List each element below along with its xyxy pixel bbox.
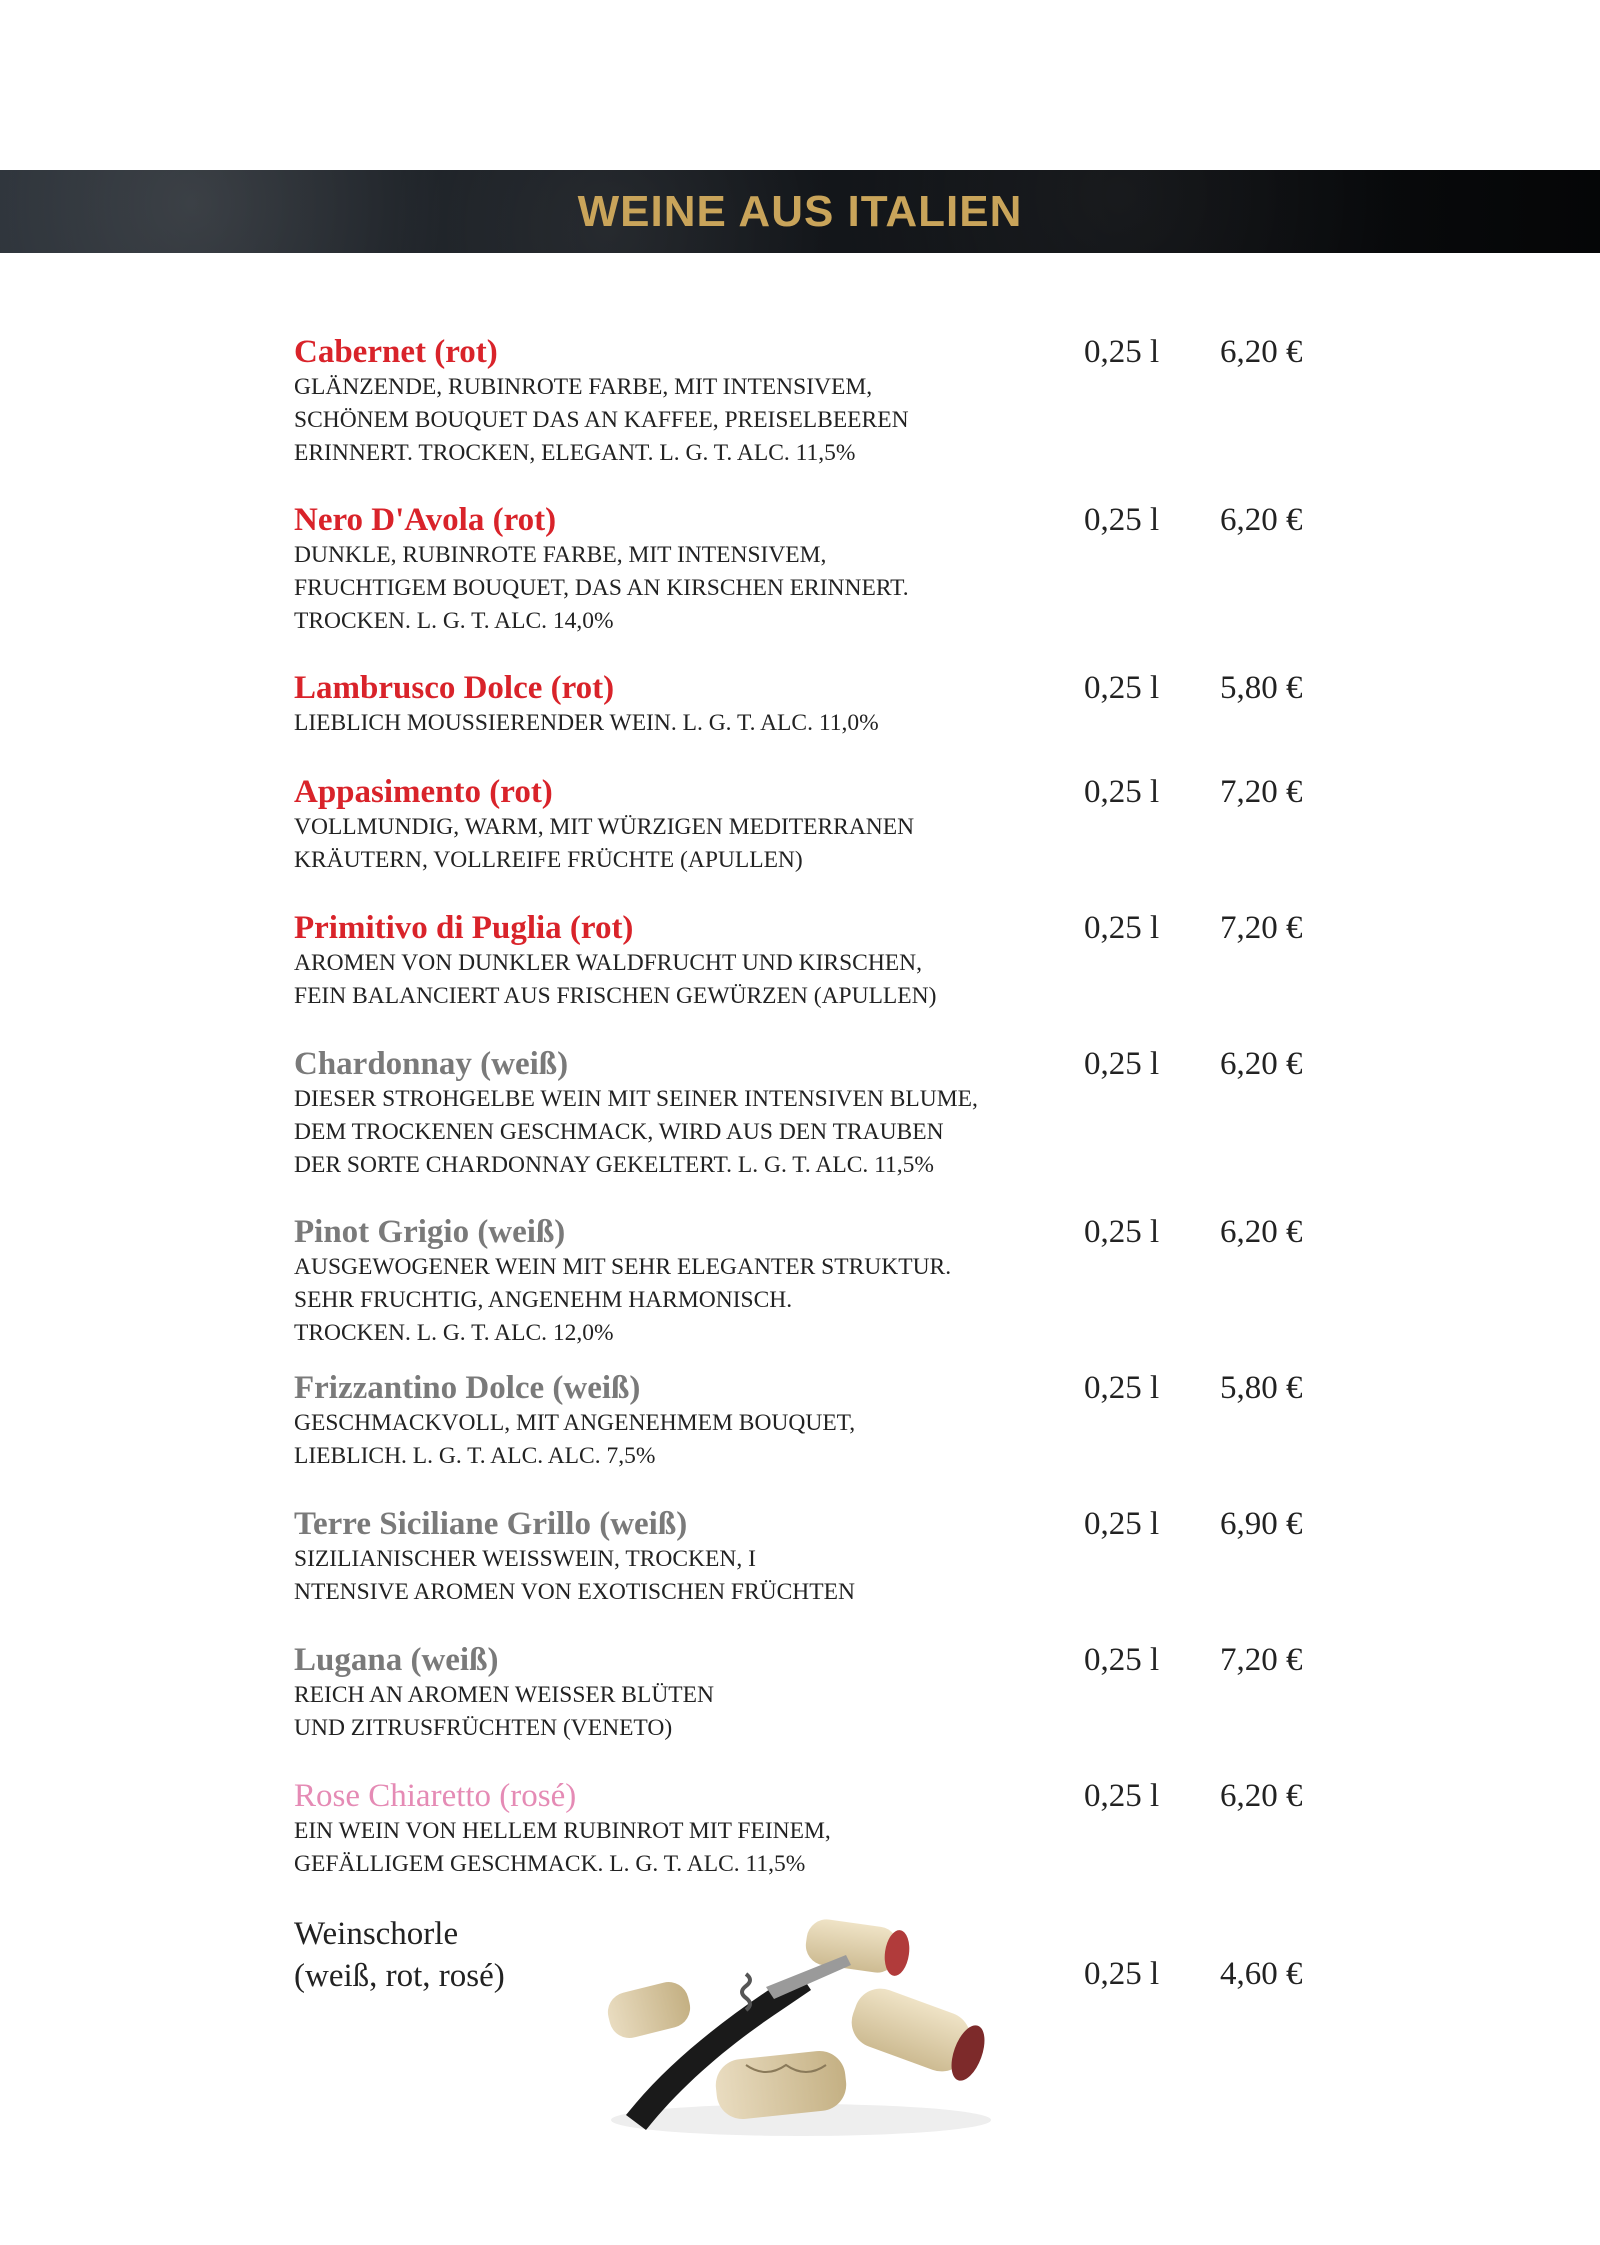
wine-description-line: AUSGEWOGENER WEIN MIT SEHR ELEGANTER STRUKTUR. xyxy=(294,1254,952,1280)
wine-description-line: ERINNERT. TROCKEN, ELEGANT. L. G. T. ALC. 11,5% xyxy=(294,440,856,466)
wine-name: Weinschorle xyxy=(294,1916,459,1952)
wine-volume: 0,25 l xyxy=(1084,1506,1160,1542)
wine-description-line: TROCKEN. L. G. T. ALC. 14,0% xyxy=(294,608,614,634)
wine-description-line: DER SORTE CHARDONNAY GEKELTERT. L. G. T. ALC. 11,5% xyxy=(294,1152,934,1178)
wine-description-line: GESCHMACKVOLL, MIT ANGENEHMEM BOUQUET, xyxy=(294,1410,856,1436)
wine-item-frizzantino xyxy=(294,1369,1334,1473)
wine-description-line: LIEBLICH. L. G. T. ALC. ALC. 7,5% xyxy=(294,1443,656,1469)
section-title: WEINE AUS ITALIEN xyxy=(577,186,1023,236)
wine-item-rose-chiaretto xyxy=(294,1777,1334,1881)
wine-name: Primitivo di Puglia (rot) xyxy=(294,910,634,946)
wine-description-line: SCHÖNEM BOUQUET DAS AN KAFFEE, PREISELBEEREN xyxy=(294,407,909,433)
wine-volume: 0,25 l xyxy=(1084,1214,1160,1250)
wine-volume: 0,25 l xyxy=(1084,774,1160,810)
wine-name: Terre Siciliane Grillo (weiß) xyxy=(294,1506,688,1542)
wine-volume: 0,25 l xyxy=(1084,1778,1160,1814)
wine-name: Rose Chiaretto (rosé) xyxy=(294,1778,577,1814)
wine-volume: 0,25 l xyxy=(1084,1956,1160,1992)
wine-description-line: UND ZITRUSFRÜCHTEN (VENETO) xyxy=(294,1715,673,1741)
wine-description-line: SEHR FRUCHTIG, ANGENEHM HARMONISCH. xyxy=(294,1287,793,1313)
wine-description-line: REICH AN AROMEN WEISSER BLÜTEN xyxy=(294,1682,714,1708)
wine-volume: 0,25 l xyxy=(1084,502,1160,538)
wine-item-appasimento xyxy=(294,773,1334,877)
corkscrew-corks-illustration xyxy=(596,1915,1006,2145)
wine-item-nero-davola xyxy=(294,501,1334,638)
wine-name: Nero D'Avola (rot) xyxy=(294,502,557,538)
wine-item-chardonnay xyxy=(294,1045,1334,1182)
wine-description-line: KRÄUTERN, VOLLREIFE FRÜCHTE (APULLEN) xyxy=(294,847,803,873)
wine-price: 4,60 € xyxy=(1220,1956,1303,1992)
wine-price: 7,20 € xyxy=(1220,1642,1303,1678)
wine-name: Lambrusco Dolce (rot) xyxy=(294,670,615,706)
wine-name: Chardonnay (weiß) xyxy=(294,1046,569,1082)
wine-description-line: DEM TROCKENEN GESCHMACK, WIRD AUS DEN TRAUBEN xyxy=(294,1119,944,1145)
wine-price: 7,20 € xyxy=(1220,774,1303,810)
wine-description-line: GLÄNZENDE, RUBINROTE FARBE, MIT INTENSIVEM, xyxy=(294,374,873,400)
wine-item-grillo xyxy=(294,1505,1334,1609)
wine-name-subtitle: (weiß, rot, rosé) xyxy=(294,1958,505,1994)
wine-name: Pinot Grigio (weiß) xyxy=(294,1214,566,1250)
wine-price: 6,90 € xyxy=(1220,1506,1303,1542)
wine-item-lambrusco xyxy=(294,669,1334,740)
wine-price: 5,80 € xyxy=(1220,1370,1303,1406)
wine-description-line: AROMEN VON DUNKLER WALDFRUCHT UND KIRSCHEN, xyxy=(294,950,923,976)
wine-item-pinot-grigio xyxy=(294,1213,1334,1350)
wine-volume: 0,25 l xyxy=(1084,910,1160,946)
wine-price: 6,20 € xyxy=(1220,1046,1303,1082)
wine-volume: 0,25 l xyxy=(1084,1370,1160,1406)
wine-description-line: VOLLMUNDIG, WARM, MIT WÜRZIGEN MEDITERRANEN xyxy=(294,814,915,840)
wine-price: 6,20 € xyxy=(1220,502,1303,538)
wine-description-line: TROCKEN. L. G. T. ALC. 12,0% xyxy=(294,1320,614,1346)
wine-volume: 0,25 l xyxy=(1084,334,1160,370)
wine-item-lugana xyxy=(294,1641,1334,1745)
wine-volume: 0,25 l xyxy=(1084,670,1160,706)
wine-description-line: LIEBLICH MOUSSIERENDER WEIN. L. G. T. ALC. 11,0% xyxy=(294,710,879,736)
wine-price: 6,20 € xyxy=(1220,1214,1303,1250)
wine-price: 6,20 € xyxy=(1220,1778,1303,1814)
wine-volume: 0,25 l xyxy=(1084,1642,1160,1678)
section-banner xyxy=(0,170,1600,253)
wine-name: Frizzantino Dolce (weiß) xyxy=(294,1370,641,1406)
wine-name: Appasimento (rot) xyxy=(294,774,553,810)
wine-description-line: FEIN BALANCIERT AUS FRISCHEN GEWÜRZEN (APULLEN) xyxy=(294,983,937,1009)
wine-price: 6,20 € xyxy=(1220,334,1303,370)
wine-description-line: NTENSIVE AROMEN VON EXOTISCHEN FRÜCHTEN xyxy=(294,1579,855,1605)
wine-name: Cabernet (rot) xyxy=(294,334,498,370)
wine-description-line: FRUCHTIGEM BOUQUET, DAS AN KIRSCHEN ERINNERT. xyxy=(294,575,909,601)
wine-price: 5,80 € xyxy=(1220,670,1303,706)
wine-price: 7,20 € xyxy=(1220,910,1303,946)
wine-volume: 0,25 l xyxy=(1084,1046,1160,1082)
wine-description-line: GEFÄLLIGEM GESCHMACK. L. G. T. ALC. 11,5% xyxy=(294,1851,806,1877)
wine-description-line: SIZILIANISCHER WEISSWEIN, TROCKEN, I xyxy=(294,1546,756,1572)
wine-item-cabernet xyxy=(294,333,1334,470)
wine-item-primitivo xyxy=(294,909,1334,1013)
wine-description-line: DUNKLE, RUBINROTE FARBE, MIT INTENSIVEM, xyxy=(294,542,827,568)
wine-description-line: EIN WEIN VON HELLEM RUBINROT MIT FEINEM, xyxy=(294,1818,831,1844)
wine-description-line: DIESER STROHGELBE WEIN MIT SEINER INTENSIVEN BLUME, xyxy=(294,1086,978,1112)
wine-name: Lugana (weiß) xyxy=(294,1642,499,1678)
